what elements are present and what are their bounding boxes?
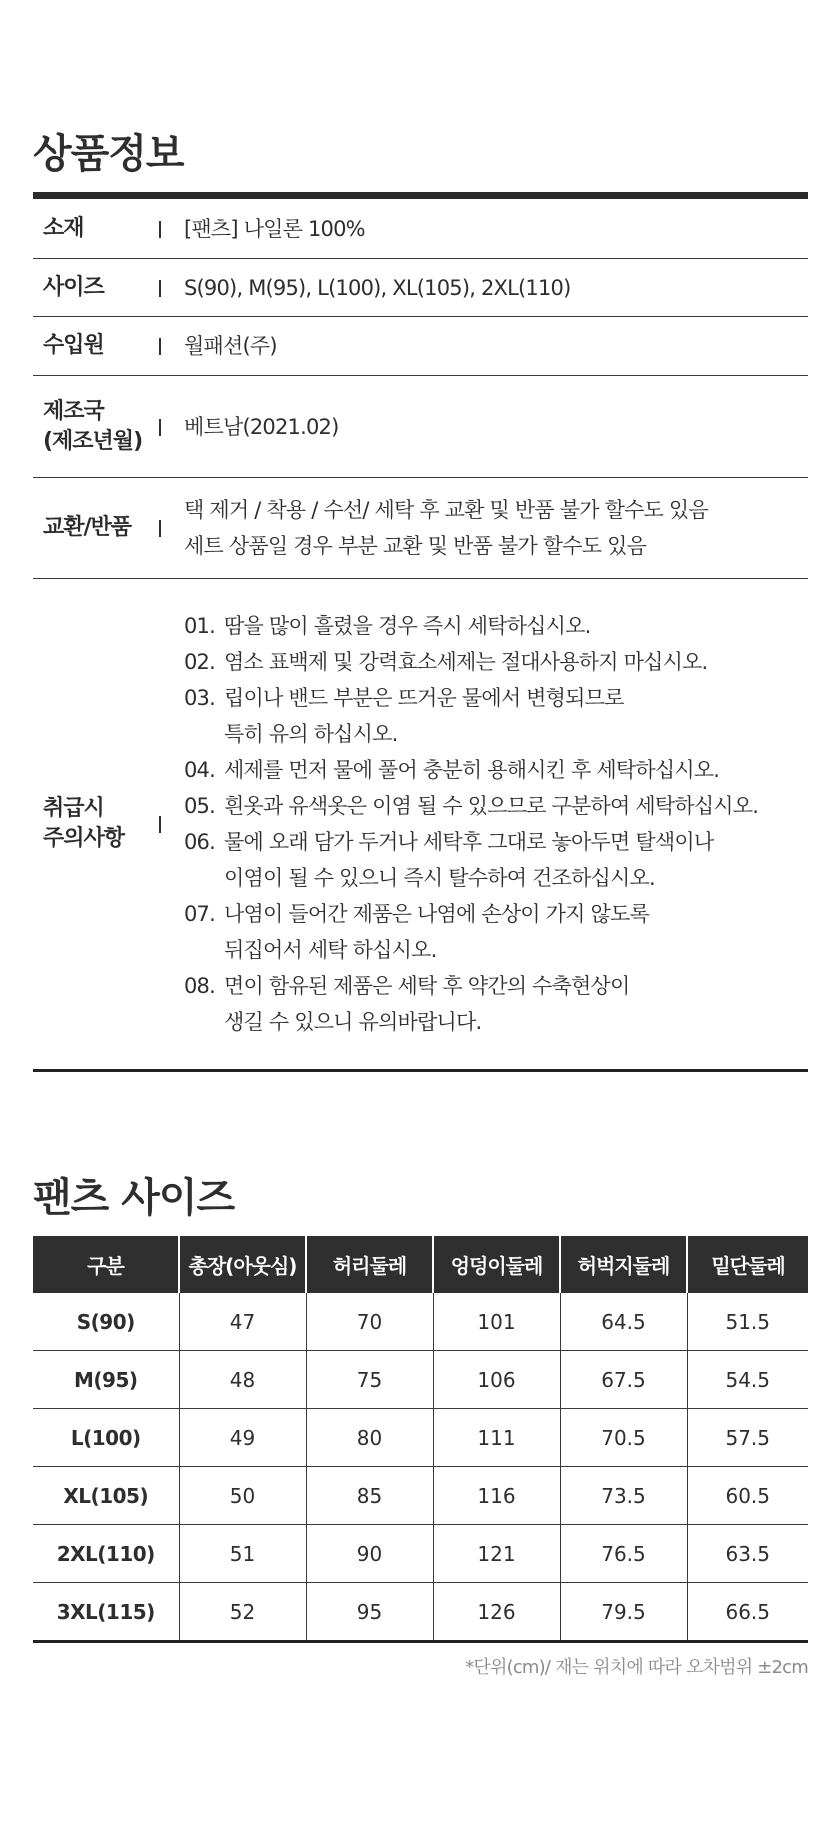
info-row-origin (33, 376, 808, 478)
table-cell: 51.5 (687, 1293, 808, 1351)
table-cell: 95 (306, 1583, 433, 1642)
product-info-table (33, 192, 808, 1072)
table-cell: 60.5 (687, 1467, 808, 1525)
table-cell: 47 (179, 1293, 306, 1351)
info-label: 소재 (43, 215, 84, 241)
info-label: 수입원 (43, 333, 104, 358)
size-table-title: 팬츠 사이즈 (33, 1175, 235, 1221)
table-cell: 121 (433, 1525, 560, 1583)
info-value: [팬츠] 나일론 100% (184, 216, 365, 241)
table-cell: 76.5 (560, 1525, 687, 1583)
column-header: 허벅지둘레 (560, 1236, 687, 1293)
info-row-importer (33, 317, 808, 376)
care-item: 07. 나염이 들어간 제품은 나염에 손상이 가지 않도록 뒤집어서 세탁 하십시오. (184, 902, 649, 962)
table-cell: 70 (306, 1293, 433, 1351)
table-cell: 80 (306, 1409, 433, 1467)
table-cell: 64.5 (560, 1293, 687, 1351)
column-header: 구분 (33, 1236, 179, 1293)
separator-bar (159, 419, 161, 436)
table-cell: 79.5 (560, 1583, 687, 1642)
separator-bar (159, 338, 161, 355)
separator-bar (159, 816, 161, 833)
table-row (33, 1351, 808, 1409)
table-row (33, 1293, 808, 1351)
table-cell: 52 (179, 1583, 306, 1642)
care-item: 02. 염소 표백제 및 강력효소세제는 절대사용하지 마십시오. (184, 650, 708, 674)
info-row-care (33, 579, 808, 1072)
table-cell: 57.5 (687, 1409, 808, 1467)
size-cell: S(90) (33, 1293, 179, 1351)
care-item: 03. 립이나 밴드 부분은 뜨거운 물에서 변형되므로 특히 유의 하십시오. (184, 686, 624, 746)
info-row-exchange (33, 478, 808, 579)
info-row-material (33, 199, 808, 259)
table-row (33, 1409, 808, 1467)
table-cell: 66.5 (687, 1583, 808, 1642)
care-item: 06. 물에 오래 담가 두거나 세탁후 그대로 놓아두면 탈색이나 이염이 될 수 있으니 즉시 탈수하여 건조하십시오. (184, 830, 714, 890)
column-header: 허리둘레 (306, 1236, 433, 1293)
table-cell: 70.5 (560, 1409, 687, 1467)
table-cell: 67.5 (560, 1351, 687, 1409)
size-cell: XL(105) (33, 1467, 179, 1525)
table-cell: 50 (179, 1467, 306, 1525)
size-table-header (33, 1236, 808, 1293)
care-list (184, 608, 808, 1040)
table-cell: 48 (179, 1351, 306, 1409)
table-cell: 101 (433, 1293, 560, 1351)
care-item: 08. 면이 함유된 제품은 세탁 후 약간의 수축현상이 생길 수 있으니 유의바랍니다. (184, 974, 630, 1034)
info-value: 베트남(2021.02) (184, 414, 339, 439)
table-cell: 63.5 (687, 1525, 808, 1583)
info-label: 사이즈 (43, 274, 104, 300)
size-note: *단위(cm)/ 재는 위치에 따라 오차범위 ±2cm (465, 1657, 808, 1678)
column-header: 총장(아웃심) (179, 1236, 306, 1293)
info-label: 제조국 (제조년월) (43, 398, 143, 454)
info-value: 택 제거 / 착용 / 수선/ 세탁 후 교환 및 반품 불가 할수도 있음 세트 상품일 경우 부분 교환 및 반품 불가 할수도 있음 (184, 498, 708, 558)
table-cell: 116 (433, 1467, 560, 1525)
size-cell: L(100) (33, 1409, 179, 1467)
table-cell: 90 (306, 1525, 433, 1583)
table-cell: 75 (306, 1351, 433, 1409)
care-item: 04. 세제를 먼저 물에 풀어 충분히 용해시킨 후 세탁하십시오. (184, 758, 720, 782)
size-cell: 2XL(110) (33, 1525, 179, 1583)
table-cell: 85 (306, 1467, 433, 1525)
separator-bar (159, 280, 161, 297)
separator-bar (159, 520, 161, 537)
care-item: 05. 흰옷과 유색옷은 이염 될 수 있으므로 구분하여 세탁하십시오. (184, 794, 759, 818)
table-cell: 106 (433, 1351, 560, 1409)
table-row (33, 1467, 808, 1525)
size-cell: 3XL(115) (33, 1583, 179, 1642)
separator-bar (159, 221, 161, 238)
table-cell: 49 (179, 1409, 306, 1467)
table-cell: 54.5 (687, 1351, 808, 1409)
info-value: 월패션(주) (184, 334, 277, 358)
table-cell: 126 (433, 1583, 560, 1642)
table-cell: 73.5 (560, 1467, 687, 1525)
table-row (33, 1583, 808, 1642)
table-cell: 51 (179, 1525, 306, 1583)
column-header: 밑단둘레 (687, 1236, 808, 1293)
product-info-title: 상품정보 (33, 131, 184, 177)
care-item: 01. 땀을 많이 흘렸을 경우 즉시 세탁하십시오. (184, 614, 591, 638)
info-label: 교환/반품 (43, 515, 132, 540)
info-row-size (33, 259, 808, 317)
table-row (33, 1525, 808, 1583)
size-table (33, 1236, 808, 1643)
column-header: 엉덩이둘레 (433, 1236, 560, 1293)
info-label: 취급시 주의사항 (43, 796, 125, 851)
size-cell: M(95) (33, 1351, 179, 1409)
info-value: S(90), M(95), L(100), XL(105), 2XL(110) (184, 275, 571, 300)
table-cell: 111 (433, 1409, 560, 1467)
care-instructions (184, 608, 808, 1040)
